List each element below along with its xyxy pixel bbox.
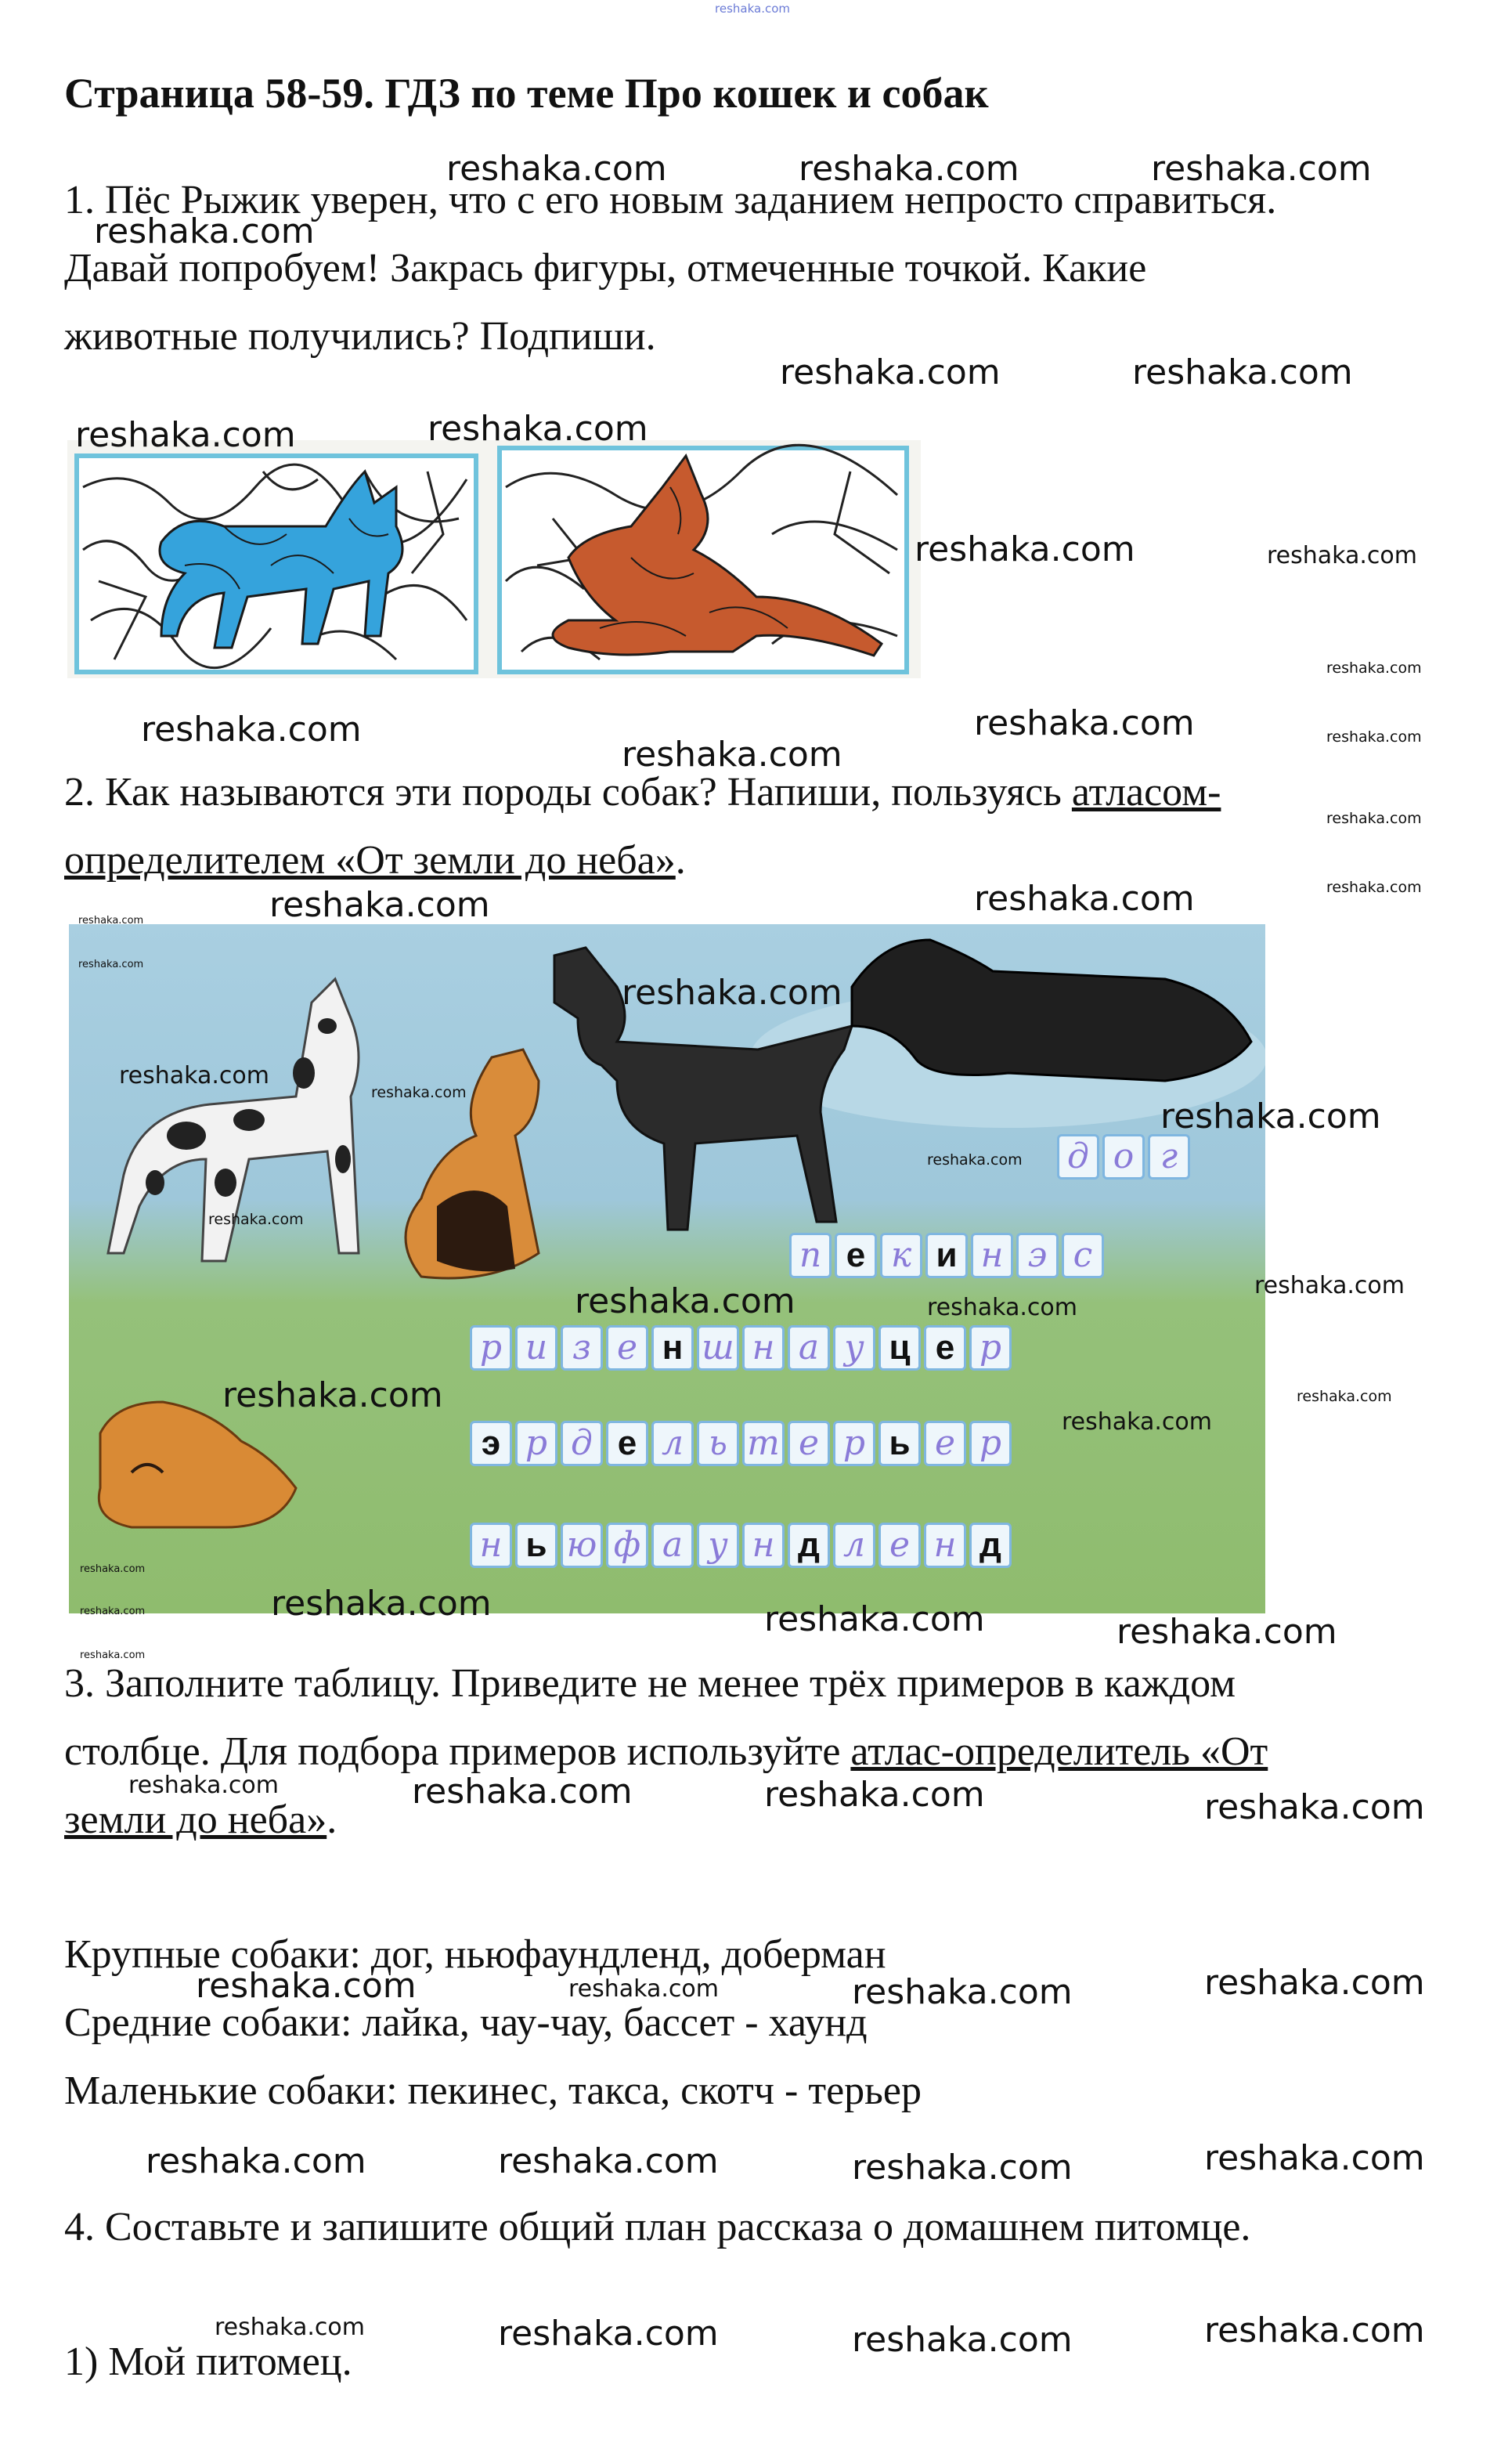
crossword-cell[interactable]: д (788, 1523, 830, 1568)
crossword-cell[interactable]: е (878, 1523, 921, 1568)
crossword-cell[interactable]: а (788, 1325, 830, 1371)
watermark: reshaka.com (146, 2141, 366, 2181)
watermark: reshaka.com (412, 1772, 633, 1812)
watermark: reshaka.com (1151, 149, 1372, 189)
watermark: reshaka.com (974, 879, 1195, 919)
crossword-cell[interactable]: т (742, 1421, 785, 1466)
task3-line2-text: столбце. Для подбора примеров используйте (64, 1729, 851, 1774)
watermark: reshaka.com (446, 149, 667, 189)
watermark: reshaka.com (1326, 810, 1422, 827)
crossword-cell[interactable]: э (1016, 1233, 1059, 1278)
watermark: reshaka.com (1326, 659, 1422, 677)
watermark: reshaka.com (1204, 1787, 1425, 1827)
crossword-cell[interactable]: е (924, 1325, 966, 1371)
atlas-link-3: атлас-определитель «От (850, 1729, 1268, 1774)
task3-line3-end: . (326, 1797, 337, 1842)
watermark: reshaka.com (215, 2314, 365, 2341)
watermark: reshaka.com (498, 2314, 719, 2354)
task1-text (64, 166, 1450, 370)
crossword-cell[interactable]: ш (697, 1325, 739, 1371)
watermark: reshaka.com (622, 735, 842, 775)
task2-line2-end: . (675, 838, 686, 883)
mosaic-figure (67, 440, 921, 678)
crossword-cell[interactable]: р (515, 1421, 557, 1466)
watermark: reshaka.com (764, 1775, 985, 1815)
crossword-cell[interactable]: э (470, 1421, 512, 1466)
atlas-link-2: определителем «От земли до неба» (64, 838, 676, 883)
watermark: reshaka.com (75, 415, 296, 455)
watermark: reshaka.com (1267, 542, 1417, 569)
crossword-cell[interactable]: н (742, 1523, 785, 1568)
watermark: reshaka.com (78, 915, 144, 927)
crossword-cell[interactable]: ь (878, 1421, 921, 1466)
watermark: reshaka.com (915, 529, 1135, 569)
crossword-cell[interactable]: д (561, 1421, 603, 1466)
task2-line1-text: 2. Как называются эти породы собак? Напиши, пользуясь (64, 770, 1072, 815)
watermark: reshaka.com (1254, 1272, 1405, 1299)
crossword-cell[interactable]: л (651, 1421, 694, 1466)
watermark: reshaka.com (1117, 1612, 1337, 1652)
watermark: reshaka.com (927, 1294, 1077, 1321)
watermark: reshaka.com (799, 149, 1019, 189)
answer-big-dogs: Крупные собаки: дог, ньюфаундленд, доберман (64, 1932, 886, 1977)
crossword-cell[interactable]: д (1057, 1134, 1099, 1180)
top-watermark: reshaka.com (715, 2, 790, 16)
watermark: reshaka.com (80, 1649, 146, 1661)
watermark: reshaka.com (575, 1281, 795, 1321)
watermark: reshaka.com (1326, 728, 1422, 746)
task4-line1: 4. Составьте и запишите общий план рассказа о домашнем питомце. (64, 2205, 1251, 2249)
crossword-cell[interactable]: о (1102, 1134, 1145, 1180)
watermark: reshaka.com (271, 1584, 492, 1624)
crossword-cell[interactable]: н (470, 1523, 512, 1568)
answer-medium-dogs: Средние собаки: лайка, чау-чау, бассет - хаунд (64, 2000, 868, 2045)
watermark: reshaka.com (80, 1606, 146, 1617)
watermark: reshaka.com (1326, 879, 1422, 896)
watermark: reshaka.com (222, 1375, 443, 1415)
watermark: reshaka.com (780, 352, 1001, 392)
watermark: reshaka.com (1204, 2310, 1425, 2350)
crossword-cell[interactable]: н (971, 1233, 1013, 1278)
crossword-cell[interactable]: ь (515, 1523, 557, 1568)
task4-item1: 1) Мой питомец. (64, 2339, 352, 2384)
crossword-cell[interactable]: ю (561, 1523, 603, 1568)
watermark: reshaka.com (1062, 1408, 1212, 1436)
watermark: reshaka.com (498, 2141, 719, 2181)
watermark: reshaka.com (128, 1772, 279, 1799)
crossword-cell[interactable]: а (651, 1523, 694, 1568)
crossword-cell[interactable]: е (606, 1325, 648, 1371)
watermark: reshaka.com (119, 1062, 269, 1089)
crossword-cell[interactable]: л (833, 1523, 875, 1568)
watermark: reshaka.com (852, 2320, 1073, 2360)
task2-line2 (64, 826, 1450, 894)
task1-line1: 1. Пёс Рыжик уверен, что с его новым заданием непросто справиться. (64, 178, 1277, 222)
crossword-cell[interactable]: р (470, 1325, 512, 1371)
crossword-cell[interactable]: ф (606, 1523, 648, 1568)
crossword-cell[interactable]: р (969, 1421, 1012, 1466)
watermark: reshaka.com (1204, 2138, 1425, 2178)
task2-text (64, 758, 1450, 894)
crossword-cell[interactable]: н (924, 1523, 966, 1568)
dog-breeds-figure (69, 924, 1265, 1613)
mosaic-svg (67, 440, 921, 678)
pekingese-illustration (99, 1402, 296, 1527)
crossword-cell[interactable]: е (924, 1421, 966, 1466)
answer-small-dogs: Маленькие собаки: пекинес, такса, скотч - терьер (64, 2068, 922, 2113)
crossword-cell[interactable]: н (742, 1325, 785, 1371)
watermark: reshaka.com (208, 1211, 304, 1228)
watermark: reshaka.com (764, 1599, 985, 1639)
crossword-cell[interactable]: у (833, 1325, 875, 1371)
crossword-cell[interactable]: и (515, 1325, 557, 1371)
crossword-cell[interactable]: з (561, 1325, 603, 1371)
atlas-link-4: земли до неба» (64, 1797, 327, 1842)
watermark: reshaka.com (428, 409, 648, 449)
crossword-cell[interactable]: е (788, 1421, 830, 1466)
crossword-cell[interactable]: г (1148, 1134, 1190, 1180)
crossword-cell[interactable]: р (969, 1325, 1012, 1371)
watermark: reshaka.com (1297, 1388, 1392, 1405)
watermark: reshaka.com (80, 1563, 146, 1575)
task3-line1: 3. Заполните таблицу. Приведите не менее трёх примеров в каждом (64, 1661, 1236, 1706)
watermark: reshaka.com (974, 703, 1195, 743)
crossword-cell[interactable]: р (833, 1421, 875, 1466)
watermark: reshaka.com (141, 710, 362, 750)
task4-text (64, 2193, 1450, 2261)
crossword-cell[interactable]: ц (878, 1325, 921, 1371)
answers-block (64, 1920, 1450, 2125)
watermark: reshaka.com (622, 973, 842, 1013)
crossword-cell[interactable]: д (969, 1523, 1012, 1568)
watermark: reshaka.com (927, 1151, 1023, 1169)
crossword-cell[interactable]: и (925, 1233, 968, 1278)
task1-line3: животные получились? Подпиши. (64, 314, 656, 359)
crossword-cell[interactable]: п (789, 1233, 832, 1278)
crossword-cell[interactable]: у (697, 1523, 739, 1568)
watermark: reshaka.com (1160, 1097, 1381, 1136)
crossword-cell[interactable]: е (606, 1421, 648, 1466)
atlas-link-1: атласом- (1071, 770, 1221, 815)
watermark: reshaka.com (852, 2148, 1073, 2188)
crossword-cell[interactable]: н (651, 1325, 694, 1371)
watermark: reshaka.com (371, 1084, 467, 1101)
watermark: reshaka.com (269, 885, 490, 925)
watermark: reshaka.com (568, 1975, 719, 2003)
crossword-cell[interactable]: к (880, 1233, 922, 1278)
crossword-cell[interactable]: с (1062, 1233, 1104, 1278)
task1-line2: Давай попробуем! Закрась фигуры, отмеченные точкой. Какие (64, 246, 1147, 291)
watermark: reshaka.com (94, 211, 315, 251)
watermark: reshaka.com (1204, 1963, 1425, 2003)
watermark: reshaka.com (196, 1966, 417, 2006)
page-title: Страница 58-59. ГДЗ по теме Про кошек и собак (64, 70, 989, 117)
watermark: reshaka.com (1132, 352, 1353, 392)
crossword-cell[interactable]: е (835, 1233, 877, 1278)
watermark: reshaka.com (78, 959, 144, 970)
watermark: reshaka.com (852, 1972, 1073, 2012)
crossword-cell[interactable]: ь (697, 1421, 739, 1466)
